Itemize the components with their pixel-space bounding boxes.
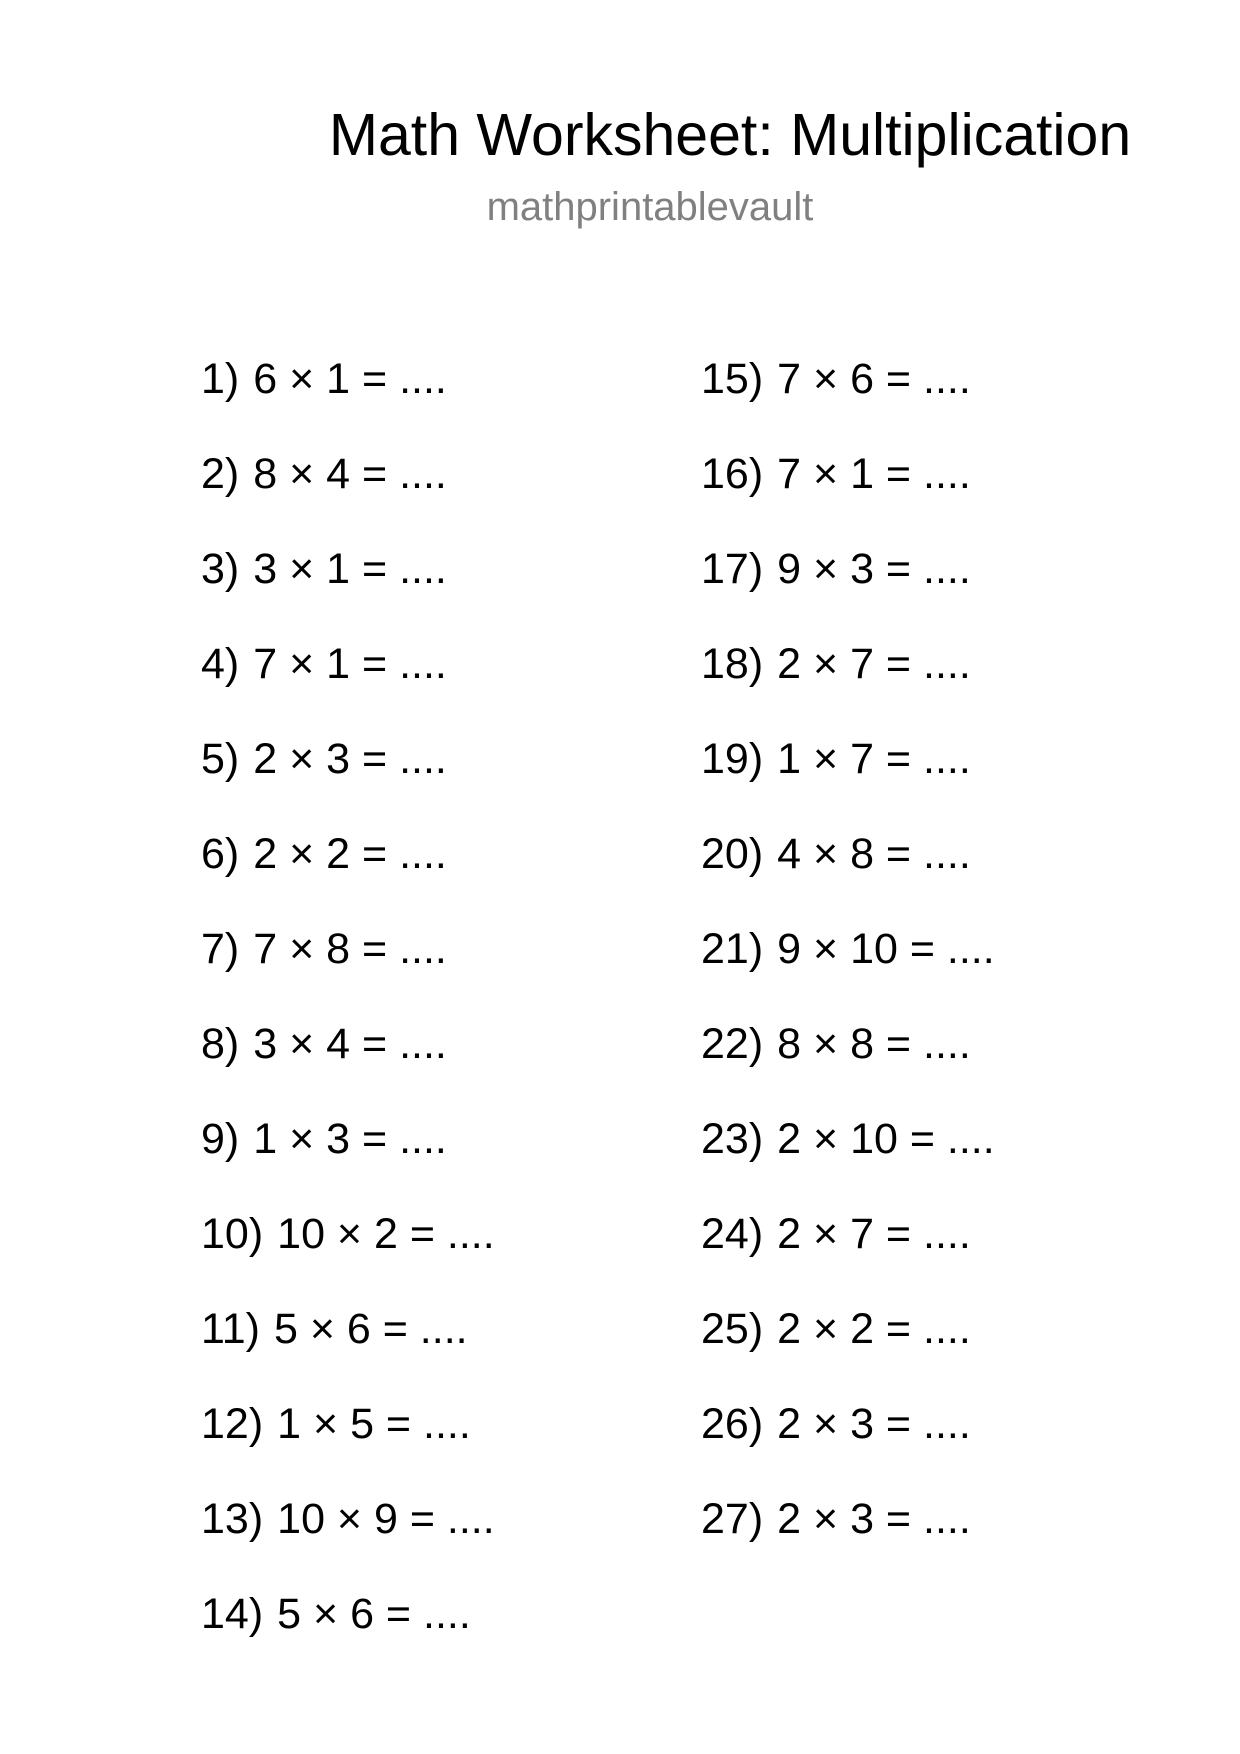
problem-expression: 2 × 2 = .... [253,830,447,878]
problem-item [201,824,495,919]
problem-expression: 1 × 5 = .... [277,1400,471,1448]
problem-expression: 5 × 6 = .... [273,1305,468,1353]
problem-item [201,349,495,444]
worksheet-title: Math Worksheet: Multiplication [328,102,1132,168]
problem-expression: 9 × 3 = .... [777,545,971,593]
problem-expression: 10 × 2 = .... [277,1210,495,1258]
problem-expression: 7 × 6 = .... [777,355,971,403]
problem-expression: 2 × 3 = .... [777,1400,971,1448]
problem-item [701,729,995,824]
problem-expression: 5 × 6 = .... [277,1590,471,1638]
problem-number: 22) [701,1020,764,1068]
problem-item [201,1204,495,1299]
problem-number: 6) [201,830,240,878]
worksheet-subtitle: mathprintablevault [486,185,814,229]
problem-item [201,634,495,729]
problem-number: 18) [701,640,764,688]
problem-item [201,729,495,824]
problem-number: 2) [201,450,240,498]
problem-number: 16) [701,450,764,498]
problem-expression: 10 × 9 = .... [277,1495,495,1543]
problem-number: 11) [201,1305,260,1353]
problem-item [701,1489,995,1584]
problems-column-right [701,349,995,1584]
problem-number: 24) [701,1210,764,1258]
problem-number: 17) [701,545,764,593]
problem-number: 4) [201,640,240,688]
problem-item [701,1204,995,1299]
problem-expression: 3 × 1 = .... [253,545,447,593]
problem-expression: 8 × 4 = .... [253,450,447,498]
problem-number: 26) [701,1400,764,1448]
problem-number: 19) [701,735,764,783]
problem-item [701,349,995,444]
problem-item [201,444,495,539]
problem-number: 8) [201,1020,240,1068]
problem-item [701,1014,995,1109]
problem-expression: 6 × 1 = .... [253,355,447,403]
problem-item [201,1584,495,1679]
problem-number: 20) [701,830,764,878]
problem-expression: 2 × 3 = .... [253,735,447,783]
problem-expression: 3 × 4 = .... [253,1020,447,1068]
problem-number: 12) [201,1400,264,1448]
problem-expression: 2 × 3 = .... [777,1495,971,1543]
problem-number: 13) [201,1495,264,1543]
problem-item [701,1394,995,1489]
problem-item [201,1014,495,1109]
problem-expression: 9 × 10 = .... [777,925,995,973]
problem-expression: 2 × 7 = .... [777,1210,971,1258]
problem-expression: 7 × 1 = .... [253,640,447,688]
problem-number: 7) [201,925,240,973]
problem-number: 25) [701,1305,764,1353]
problem-item [701,1109,995,1204]
problem-item [701,444,995,539]
problem-item [201,1109,495,1204]
problem-expression: 4 × 8 = .... [777,830,971,878]
problem-number: 23) [701,1115,764,1163]
problem-expression: 2 × 2 = .... [777,1305,971,1353]
problem-number: 27) [701,1495,764,1543]
problem-item [701,824,995,919]
problem-expression: 7 × 1 = .... [777,450,971,498]
problem-number: 9) [201,1115,240,1163]
problem-expression: 2 × 10 = .... [777,1115,995,1163]
problem-item [201,1489,495,1584]
problem-number: 15) [701,355,764,403]
problem-item [201,1394,495,1489]
problem-item [701,539,995,634]
problem-item [701,1299,995,1394]
problem-item [701,634,995,729]
problem-expression: 7 × 8 = .... [253,925,447,973]
problem-item [201,919,495,1014]
problem-number: 5) [201,735,240,783]
problem-number: 14) [201,1590,264,1638]
problem-item [201,539,495,634]
problem-item [201,1299,495,1394]
problem-number: 1) [201,355,240,403]
problem-number: 10) [201,1210,264,1258]
problem-expression: 1 × 7 = .... [777,735,971,783]
problem-expression: 8 × 8 = .... [777,1020,971,1068]
problem-expression: 2 × 7 = .... [777,640,971,688]
problem-number: 21) [701,925,764,973]
problem-item [701,919,995,1014]
problems-column-left [201,349,495,1679]
problem-number: 3) [201,545,240,593]
problem-expression: 1 × 3 = .... [253,1115,447,1163]
